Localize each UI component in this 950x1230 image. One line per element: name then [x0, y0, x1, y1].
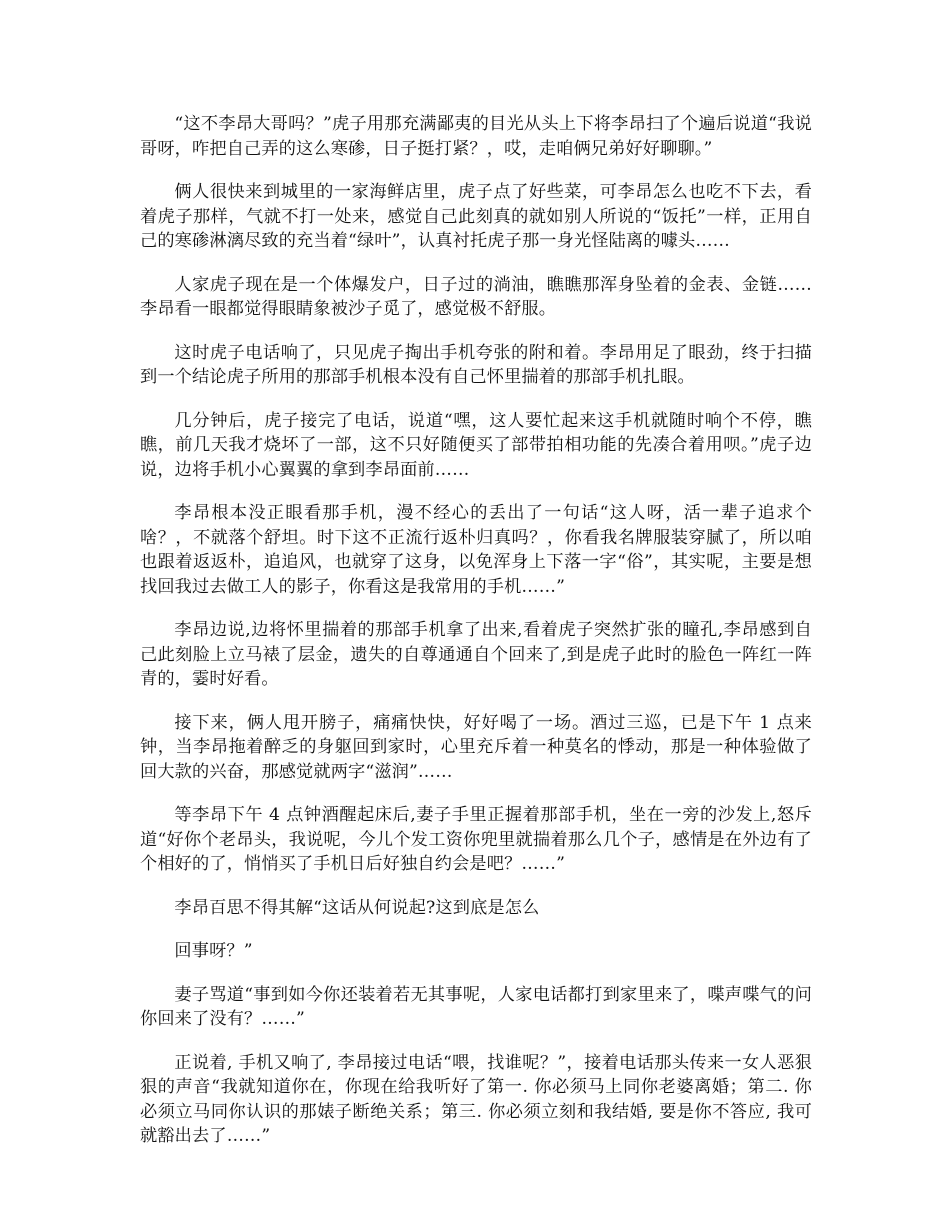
paragraph-10: 李昂百思不得其解“这话从何说起?这到底是怎么	[174, 897, 540, 918]
paragraph-9: 等李昂下午 4 点钟酒醒起床后,妻子手里正握着那部手机，坐在一旁的沙发上,怒斥道“好你个老昂头，我说呢，今儿个发工资你兜里就揣着那么几个子，感情是在外边有了个相好的了，悄悄买了手机日后好独自约会是吧？……”	[140, 805, 812, 874]
paragraph-5: 几分钟后，虎子接完了电话，说道“嘿，这人要忙起来这手机就随时响个不停，瞧瞧，前几天我才烧坏了一部，这不只好随便买了部带拍相功能的先凑合着用呗。”虎子边说，边将手机小心翼翼的拿到李昂面前……	[140, 410, 812, 480]
paragraph-6: 李昂根本没正眼看那手机，漫不经心的丢出了一句话“这人呀，活一辈子追求个啥？，不就落个舒坦。时下这不正流行返朴归真吗？，你看我名牌服装穿腻了，所以咱也跟着返返朴，追追风，也就穿了这身，以免浑身上下落一字“俗”，其实呢，主要是想找回我过去做工人的影子，你看这是我常用的手机……”	[140, 503, 812, 597]
story-text	[140, 112, 812, 1168]
paragraph-11: 回事呀？”	[174, 941, 253, 961]
paragraph-3: 人家虎子现在是一个体爆发户，日子过的淌油，瞧瞧那浑身坠着的金表、金链……李昂看一眼都觉得眼睛象被沙子觅了，感觉极不舒服。	[140, 274, 812, 319]
paragraph-2: 俩人很快来到城里的一家海鲜店里，虎子点了好些菜，可李昂怎么也吃不下去，看着虎子那样，气就不打一处来，感觉自己此刻真的就如别人所说的“饭托”一样，正用自己的寒碜淋漓尽致的充当着“绿叶”，认真衬托虎子那一身光怪陆离的噱头……	[140, 182, 812, 251]
paragraph-4: 这时虎子电话响了，只见虎子掏出手机夸张的附和着。李昂用足了眼劲，终于扫描到一个结论虎子所用的那部手机根本没有自己怀里揣着的那部手机扎眼。	[140, 342, 812, 387]
paragraph-8: 接下来，俩人甩开膀子，痛痛快快，好好喝了一场。酒过三巡，已是下午 1 点来钟，当李昂拖着醉乏的身躯回到家时，心里充斥着一种莫名的悸动，那是一种体验做了回大款的兴奋，那感觉就两字“滋润”……	[140, 712, 812, 782]
paragraph-13: 正说着, 手机又响了, 李昂接过电话“喂，找谁呢？”，接着电话那头传来一女人恶狠狠的声音“我就知道你在，你现在给我听好了第一. 你必须马上同你老婆离婚；第二. 你必须立马同你认识的那婊子断绝关系；第三. 你必须立刻和我结婚, 要是你不答应, 我可就豁出去了……”	[140, 1052, 812, 1146]
paragraph-7: 李昂边说,边将怀里揣着的那部手机拿了出来,看着虎子突然扩张的瞳孔,李昂感到自己此刻脸上立马裱了层金，遗失的自尊通通自个回来了,到是虎子此时的脸色一阵红一阵青的，霎时好看。	[140, 620, 812, 689]
paragraph-12: 妻子骂道“事到如今你还装着若无其事呢，人家电话都打到家里来了，喋声喋气的问你回来了没有？……”	[140, 984, 812, 1029]
paragraph-1: “这不李昂大哥吗？”虎子用那充满鄙夷的目光从头上下将李昂扫了个遍后说道“我说哥呀，咋把自己弄的这么寒碜，日子挺打紧？，哎，走咱俩兄弟好好聊聊。”	[140, 114, 812, 159]
